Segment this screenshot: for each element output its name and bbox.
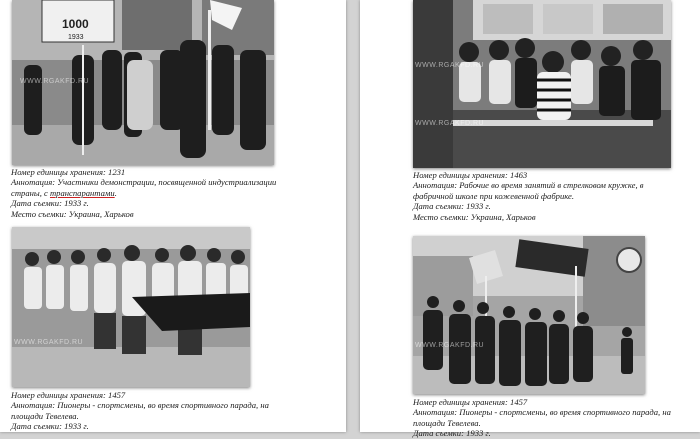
storage-number: Номер единицы хранения: 1231	[11, 167, 126, 177]
photo-pioneers-parade-image	[12, 227, 250, 387]
watermark-text: WWW.RGAKFD.RU	[415, 62, 485, 69]
photo-pioneers-square-image	[413, 236, 645, 394]
photo-shooting-club	[413, 0, 671, 168]
sign-number: 1000	[62, 17, 89, 31]
shooting-date: Дата съемки: 1933 г.	[11, 198, 89, 209]
photo-pioneers-square	[413, 236, 645, 394]
document-page-left	[0, 0, 346, 432]
photo-pioneers-parade	[12, 227, 250, 387]
annotation-line-2	[11, 188, 341, 198]
annotation-line: Аннотация: Пионеры - спортсмены, во время спортивного парада, на	[11, 400, 269, 411]
annotation-text: страны, с	[11, 187, 50, 198]
annotation-end: .	[114, 187, 117, 198]
caption-photo-1	[11, 167, 341, 219]
shooting-place: Место съемки: Украина, Харьков	[11, 208, 134, 219]
watermark-text: WWW.RGAKFD.RU	[415, 342, 485, 349]
annotation-line-2: площади Тевелева.	[413, 417, 481, 428]
photo-demonstration	[12, 0, 274, 165]
shooting-date: Дата съемки: 1933 г.	[11, 421, 89, 432]
document-page-right	[360, 0, 700, 439]
watermark-text: WWW.RGAKFD.RU	[14, 339, 84, 346]
watermark-text: WWW.RGAKFD.RU	[415, 120, 485, 127]
caption-photo-4	[413, 397, 698, 439]
annotation-line: Аннотация: Пионеры - спортсмены, во время спортивного парада, на	[413, 407, 671, 418]
photo-shooting-club-image	[413, 0, 671, 168]
annotation-line: Аннотация: Рабочие во время занятий в стрелковом кружке, в	[413, 180, 644, 191]
annotation-line-2: площади Тевелева.	[11, 410, 79, 421]
caption-photo-3	[11, 390, 341, 432]
storage-number: Номер единицы хранения: 1457	[11, 390, 126, 400]
caption-photo-2	[413, 170, 698, 222]
shooting-date: Дата съемки: 1933 г.	[413, 428, 491, 439]
shooting-place: Место съемки: Украина, Харьков	[413, 211, 536, 222]
annotation-line-2: фабричной школе при кожевенной фабрике.	[413, 190, 575, 201]
sign-year: 1933	[68, 34, 84, 41]
annotation-link[interactable]: транспарантами	[49, 187, 115, 198]
storage-number: Номер единицы хранения: 1457	[413, 397, 528, 407]
watermark-text: WWW.RGAKFD.RU	[20, 78, 90, 85]
shooting-date: Дата съемки: 1933 г.	[413, 201, 491, 212]
annotation-line: Аннотация: Участники демонстрации, посвященной индустриализации	[11, 177, 277, 188]
storage-number: Номер единицы хранения: 1463	[413, 170, 528, 180]
